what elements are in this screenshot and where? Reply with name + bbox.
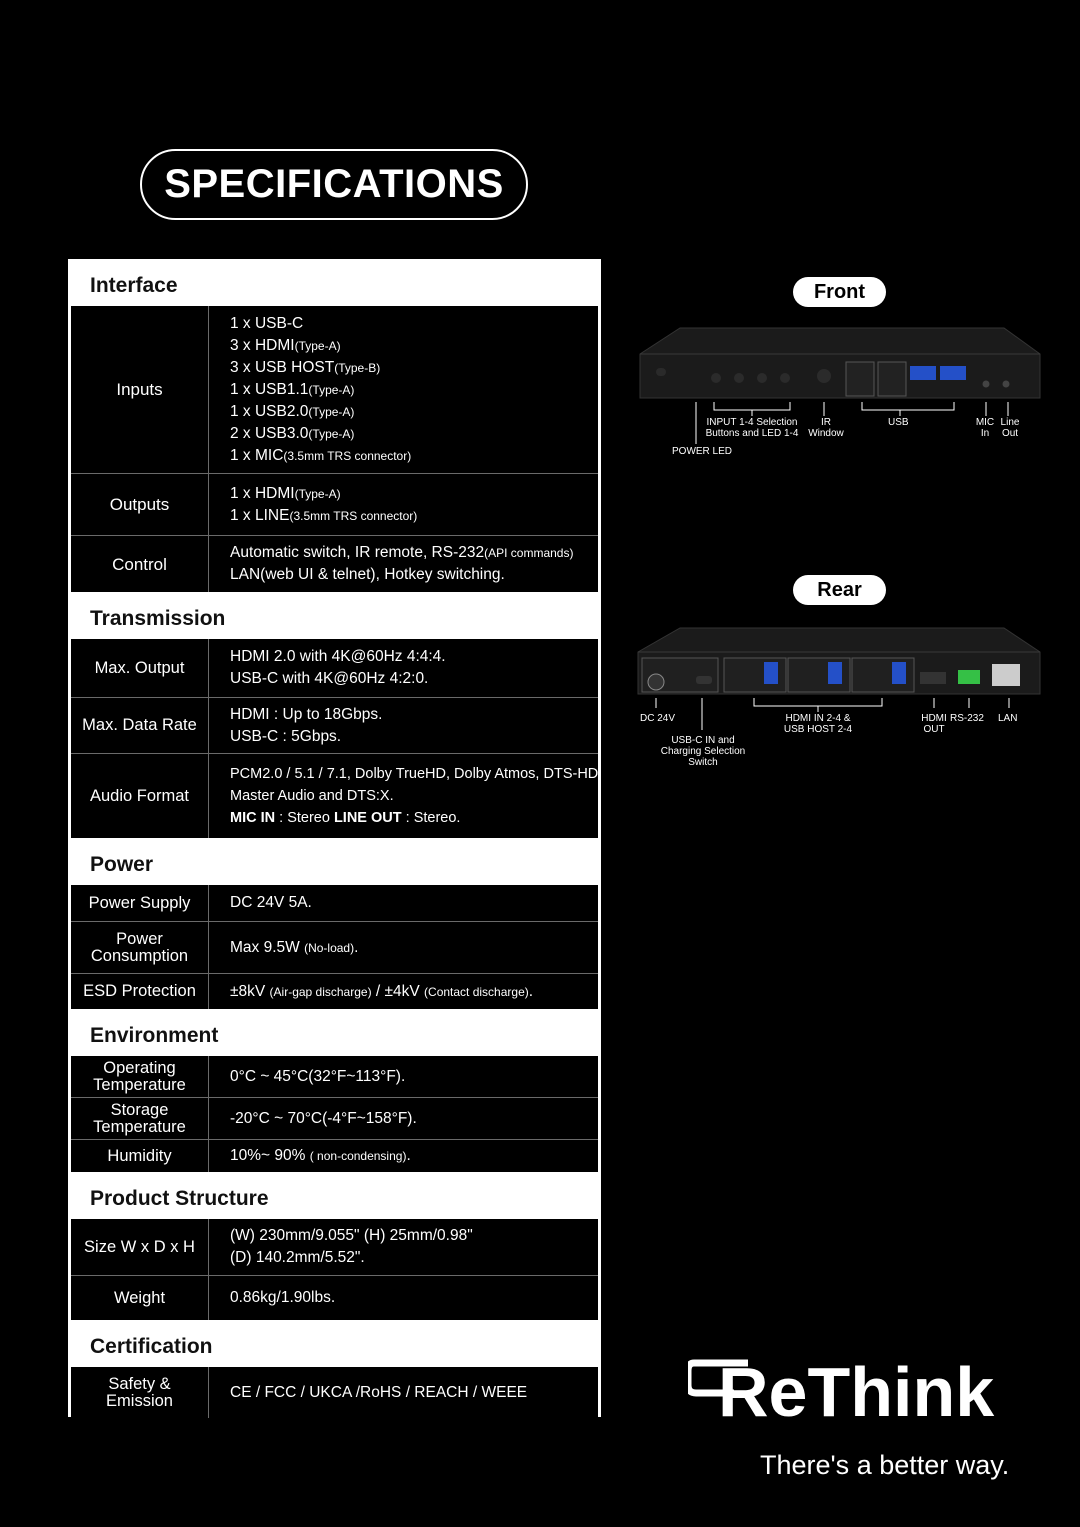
- spec-value: 1 x HDMI(Type-A) 1 x LINE(3.5mm TRS connector): [230, 484, 418, 524]
- rethink-logo: [688, 1355, 1023, 1427]
- spec-value: 0°C ~ 45°C(32°F~113°F).: [230, 1067, 406, 1085]
- spec-label: Safety & Emission: [71, 1367, 209, 1418]
- section-title-interface: Interface: [90, 274, 178, 297]
- spec-row-audio-format: [71, 754, 598, 838]
- section-title-environment: Environment: [90, 1024, 219, 1047]
- spec-row-outputs: [71, 474, 598, 536]
- spec-row-max-output: [71, 639, 598, 698]
- section-title-structure: Product Structure: [90, 1187, 269, 1210]
- spec-label: Control: [71, 536, 209, 592]
- spec-row-storage-temp: [71, 1098, 598, 1140]
- spec-row-operating-temp: [71, 1056, 598, 1098]
- page-title: SPECIFICATIONS: [140, 149, 528, 220]
- spec-label: Power Consumption: [71, 922, 209, 973]
- spec-value: HDMI 2.0 with 4K@60Hz 4:4:4. USB-C with 4K@60Hz 4:2:0.: [230, 648, 446, 687]
- section-title-certification: Certification: [90, 1335, 213, 1358]
- spec-value: DC 24V 5A.: [230, 894, 312, 911]
- spec-value: (W) 230mm/9.055" (H) 25mm/0.98" (D) 140.2mm/5.52".: [230, 1227, 473, 1266]
- spec-value: Automatic switch, IR remote, RS-232(API commands) LAN(web UI & telnet), Hotkey switching.: [230, 544, 574, 583]
- spec-row-esd: [71, 974, 598, 1009]
- rear-callout-dc: DC 24V: [640, 713, 676, 724]
- rear-callout-usbc: USB-C IN and Charging Selection Switch: [660, 735, 746, 768]
- spec-value: 1 x USB-C 3 x HDMI(Type-A) 3 x USB HOST(Type-B) 1 x USB1.1(Type-A) 1 x USB2.0(Type-A) 2 x USB3.0(Type-A) 1 x MIC(3.5mm TRS connector): [230, 314, 412, 464]
- spec-row-power-supply: [71, 885, 598, 922]
- front-callout-usb: USB: [888, 417, 909, 428]
- spec-row-inputs: [71, 306, 598, 474]
- spec-label: Size W x D x H: [71, 1219, 209, 1275]
- section-title-power: Power: [90, 853, 154, 876]
- front-callout-input: INPUT 1-4 Selection Buttons and LED 1-4: [705, 417, 799, 439]
- spec-row-humidity: [71, 1140, 598, 1172]
- spec-label: ESD Protection: [71, 974, 209, 1009]
- svg-text:ReThink: ReThink: [718, 1355, 995, 1427]
- spec-row-control: [71, 536, 598, 592]
- spec-value: 0.86kg/1.90lbs.: [230, 1289, 336, 1306]
- spec-row-max-data-rate: [71, 698, 598, 754]
- spec-label: Humidity: [71, 1140, 209, 1172]
- rear-device-image: [636, 626, 1044, 698]
- front-callout-power-led: POWER LED: [672, 446, 733, 457]
- spec-label: Max. Data Rate: [71, 698, 209, 753]
- spec-value: ±8kV (Air-gap discharge) / ±4kV (Contact discharge).: [230, 982, 534, 1000]
- rear-callout-hdmi-in: HDMI IN 2-4 & USB HOST 2-4: [783, 713, 853, 735]
- spec-label: Operating Temperature: [71, 1056, 209, 1097]
- spec-row-size: [71, 1219, 598, 1276]
- rear-callout-hdmi-out: HDMI OUT: [921, 713, 947, 735]
- rear-callout-lan: LAN: [998, 713, 1018, 724]
- spec-label: Weight: [71, 1276, 209, 1320]
- spec-value: CE / FCC / UKCA /RoHS / REACH / WEEE: [230, 1383, 528, 1401]
- front-label: Front: [793, 277, 886, 307]
- front-callout-ir: IR Window: [808, 417, 844, 439]
- spec-table: [68, 259, 601, 1417]
- tagline: There's a better way.: [760, 1450, 1010, 1480]
- spec-value: 10%~ 90% ( non-condensing).: [230, 1147, 411, 1164]
- front-callout-mic: MIC In: [975, 417, 995, 439]
- spec-value: HDMI : Up to 18Gbps. USB-C : 5Gbps.: [230, 705, 383, 745]
- spec-value: Max 9.5W (No-load).: [230, 938, 359, 956]
- spec-label: Storage Temperature: [71, 1098, 209, 1139]
- spec-label: Max. Output: [71, 639, 209, 697]
- spec-row-weight: [71, 1276, 598, 1320]
- spec-label: Power Supply: [71, 885, 209, 921]
- front-callout-line: Line Out: [1000, 417, 1020, 439]
- spec-value: -20°C ~ 70°C(-4°F~158°F).: [230, 1109, 417, 1127]
- spec-row-power-consumption: [71, 922, 598, 974]
- rear-label: Rear: [793, 575, 886, 605]
- rear-callout-rs232: RS-232: [950, 713, 984, 724]
- spec-row-safety: [71, 1367, 598, 1418]
- section-title-transmission: Transmission: [90, 607, 226, 630]
- front-device-image: [636, 326, 1044, 406]
- spec-label: Audio Format: [71, 754, 209, 838]
- spec-label: Outputs: [71, 474, 209, 535]
- spec-label: Inputs: [71, 306, 209, 473]
- spec-value: PCM2.0 / 5.1 / 7.1, Dolby TrueHD, Dolby Atmos, DTS-HD Master Audio and DTS:X. MIC IN : Stereo LINE OUT : Stereo.: [230, 766, 599, 826]
